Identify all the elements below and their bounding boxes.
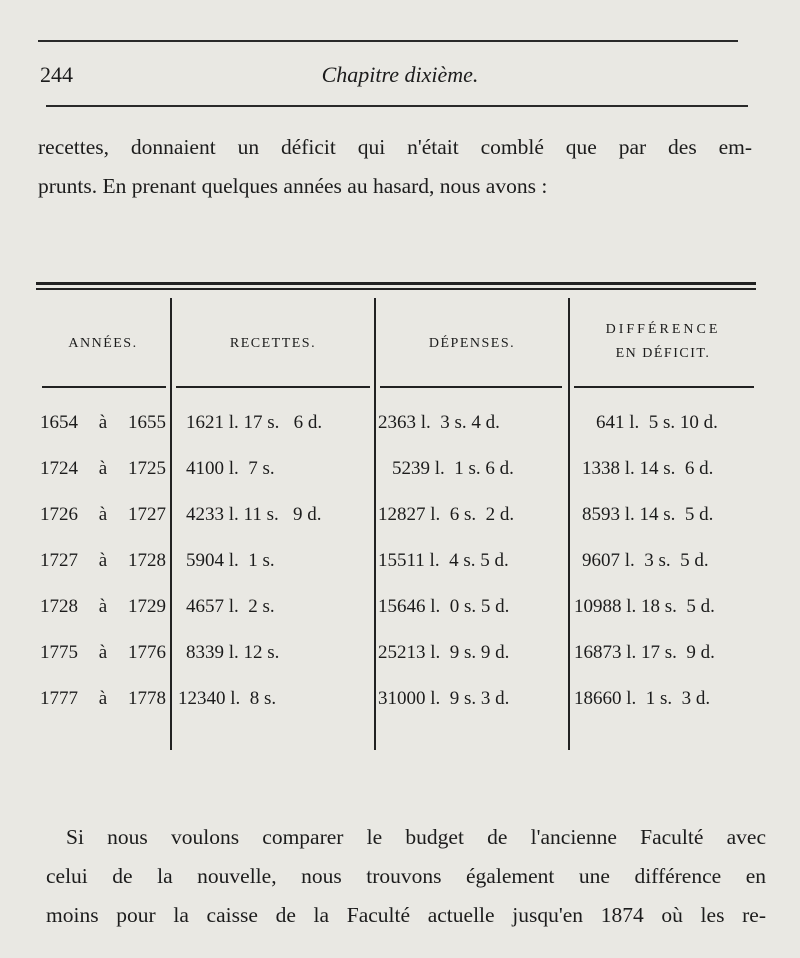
page-number: 244 <box>40 62 73 87</box>
depenses-cell: 15511 l. 4 s. 5 d. <box>378 550 509 571</box>
table-top-rule <box>36 282 756 285</box>
recettes-cell: 1621 l. 17 s. 6 d. <box>186 412 323 433</box>
intro-paragraph <box>38 128 752 206</box>
text-line: prunts. En prenant quelques années au hasard, nous avons : <box>38 174 548 198</box>
year-range: 1728 à 1729 <box>40 596 166 617</box>
difference-cell: 641 l. 5 s. 10 d. <box>596 412 718 433</box>
header-en-deficit: EN DÉFICIT. <box>615 346 711 361</box>
table-row <box>36 642 756 672</box>
text-line: Si nous voulons comparer le budget de l'ancienne Faculté avec <box>66 825 766 849</box>
recettes-cell: 12340 l. 8 s. <box>178 688 277 709</box>
running-title: Chapitre dixième. <box>321 62 479 87</box>
year-range: 1726 à 1727 <box>40 504 166 525</box>
table-top-rule-2 <box>36 288 756 290</box>
text-line: celui de la nouvelle, nous trouvons également une différence en <box>46 864 766 888</box>
header-difference: DIFFÉRENCE <box>605 322 721 337</box>
year-range: 1777 à 1778 <box>40 688 166 709</box>
top-rule <box>38 40 738 42</box>
table-row <box>36 412 756 442</box>
table-row <box>36 688 756 718</box>
recettes-cell: 4100 l. 7 s. <box>186 458 275 479</box>
table-row <box>36 596 756 626</box>
year-range: 1727 à 1728 <box>40 550 166 571</box>
year-range: 1775 à 1776 <box>40 642 166 663</box>
table-row <box>36 504 756 534</box>
header-depenses: DÉPENSES. <box>428 336 516 351</box>
depenses-cell: 25213 l. 9 s. 9 d. <box>378 642 510 663</box>
recettes-cell: 4233 l. 11 s. 9 d. <box>186 504 322 525</box>
difference-cell: 10988 l. 18 s. 5 d. <box>574 596 715 617</box>
difference-cell: 1338 l. 14 s. 6 d. <box>582 458 714 479</box>
closing-paragraph <box>46 818 766 935</box>
text-line: moins pour la caisse de la Faculté actuelle jusqu'en 1874 où les re- <box>46 903 766 927</box>
header-separator <box>42 386 166 388</box>
header-recettes: RECETTES. <box>229 336 317 351</box>
difference-cell: 8593 l. 14 s. 5 d. <box>582 504 714 525</box>
year-range: 1654 à 1655 <box>40 412 166 433</box>
header-separator <box>380 386 562 388</box>
year-range: 1724 à 1725 <box>40 458 166 479</box>
depenses-cell: 31000 l. 9 s. 3 d. <box>378 688 510 709</box>
depenses-cell: 12827 l. 6 s. 2 d. <box>378 504 515 525</box>
recettes-cell: 4657 l. 2 s. <box>186 596 275 617</box>
difference-cell: 9607 l. 3 s. 5 d. <box>582 550 709 571</box>
table-row <box>36 550 756 580</box>
recettes-cell: 5904 l. 1 s. <box>186 550 275 571</box>
depenses-cell: 5239 l. 1 s. 6 d. <box>392 458 514 479</box>
text-line: recettes, donnaient un déficit qui n'était comblé que par des em- <box>38 135 752 159</box>
table-row <box>36 458 756 488</box>
header-separator <box>574 386 754 388</box>
difference-cell: 16873 l. 17 s. 9 d. <box>574 642 715 663</box>
depenses-cell: 2363 l. 3 s. 4 d. <box>378 412 500 433</box>
header-annees: ANNÉES. <box>68 336 138 351</box>
recettes-cell: 8339 l. 12 s. <box>186 642 280 663</box>
depenses-cell: 15646 l. 0 s. 5 d. <box>378 596 510 617</box>
difference-cell: 18660 l. 1 s. 3 d. <box>574 688 711 709</box>
budget-table <box>36 282 756 742</box>
header-rule <box>46 105 748 107</box>
header-separator <box>176 386 370 388</box>
